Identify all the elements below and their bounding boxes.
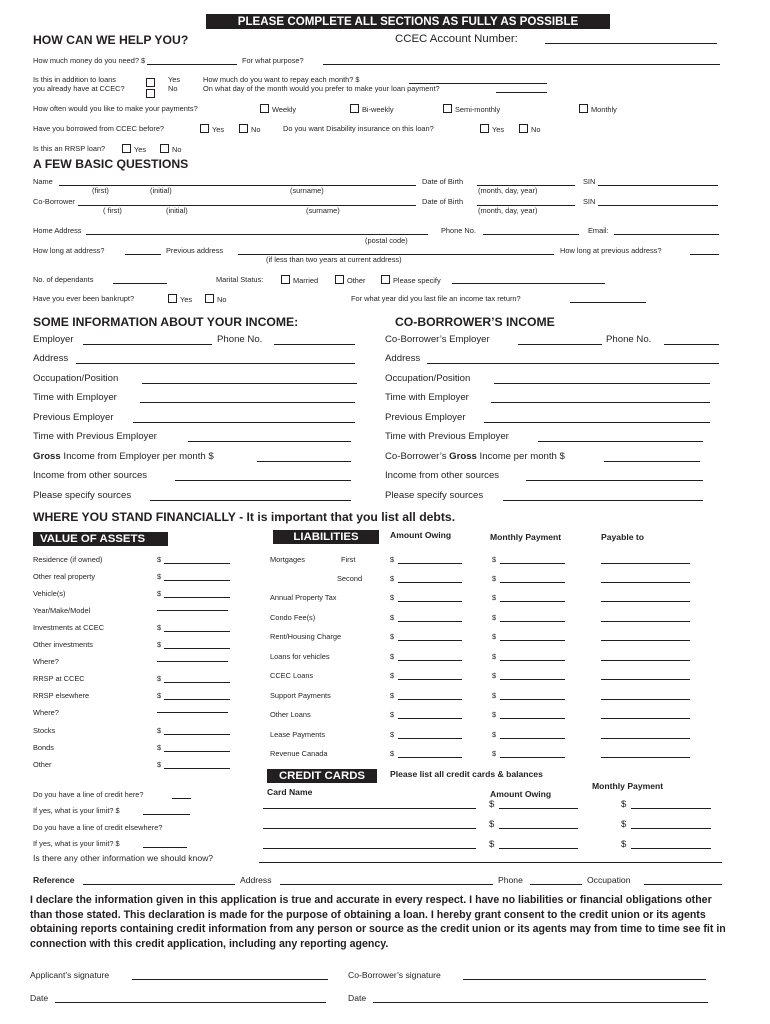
liability-payment-field-0[interactable] — [500, 555, 565, 564]
married-option[interactable] — [281, 275, 318, 285]
coborrower-income-field-2[interactable] — [494, 374, 710, 384]
co-gross-rest: Income per month $ — [476, 451, 565, 462]
liability-owing-dollar-3: $ — [390, 613, 395, 622]
previous-address-field[interactable] — [238, 246, 554, 255]
asset-dollar-0: $ — [157, 555, 162, 564]
repay-question: How much do you want to repay each month? $ — [203, 75, 360, 84]
income-field-2[interactable] — [142, 374, 357, 384]
reference-address-label: Address — [240, 875, 272, 885]
liability-owing-dollar-5: $ — [390, 652, 395, 661]
credit-list-note: Please list all credit cards & balances — [390, 769, 543, 779]
income-label-5: Time with Previous Employer — [33, 431, 157, 442]
liability-payment-field-4[interactable] — [500, 632, 565, 641]
liability-payable-field-0[interactable] — [601, 555, 690, 564]
rrsp-loan-question: Is this an RRSP loan? — [33, 144, 106, 153]
monthly-payment-header: Monthly Payment — [490, 532, 562, 542]
borrowed-no-label: No — [251, 125, 261, 134]
income-label-1: Address — [33, 353, 69, 364]
liability-payment-dollar-6: $ — [492, 671, 497, 680]
asset-field-10[interactable] — [164, 726, 230, 735]
disability-no-option[interactable] — [519, 124, 540, 134]
coborrower-income-label-3: Time with Employer — [385, 392, 469, 403]
coborrower-income-field-8[interactable] — [503, 491, 703, 501]
borrowed-no-option[interactable] — [239, 124, 260, 134]
asset-dollar-12: $ — [157, 760, 162, 769]
weekly-label: Weekly — [272, 105, 297, 114]
liability-owing-field-7[interactable] — [398, 691, 462, 700]
liability-payable-field-7[interactable] — [601, 691, 690, 700]
coborrower-income-field-4[interactable] — [484, 413, 710, 423]
credit-cards-banner: CREDIT CARDS — [267, 769, 377, 783]
credit-card-name-header: Card Name — [267, 787, 313, 797]
liability-payment-field-10[interactable] — [500, 749, 565, 758]
liability-label-4: Rent/Housing Charge — [270, 632, 342, 641]
name-first-caption: (first) — [92, 186, 109, 195]
asset-dollar-2: $ — [157, 589, 162, 598]
asset-field-12[interactable] — [164, 760, 230, 769]
liability-payable-field-3[interactable] — [601, 613, 690, 622]
email-field[interactable] — [614, 226, 719, 235]
liability-label-7: Support Payments — [270, 691, 331, 700]
coborrower-income-field-0[interactable] — [518, 335, 602, 345]
applicant-date-field[interactable] — [55, 993, 326, 1003]
coborrower-income-field-3[interactable] — [491, 393, 710, 403]
dob-caption: (month, day, year) — [478, 186, 538, 195]
liability-label-0: Mortgages — [270, 555, 305, 564]
card-owing-field-1[interactable] — [499, 820, 578, 829]
borrowed-question: Have you borrowed from CCEC before? — [33, 124, 165, 133]
coborrower-first-caption: ( first) — [103, 206, 122, 215]
gross-word: Gross — [33, 451, 61, 462]
financial-heading: WHERE YOU STAND FINANCIALLY - It is important that you list all debts. — [33, 510, 456, 524]
income-label-4: Previous Employer — [33, 412, 114, 423]
income-label-0: Employer — [33, 334, 74, 345]
liability-payment-field-5[interactable] — [500, 652, 565, 661]
asset-label-12: Other — [33, 760, 52, 769]
reference-phone-label: Phone — [498, 875, 523, 885]
coborrower-dob-label: Date of Birth — [422, 197, 464, 206]
asset-field-0[interactable] — [164, 555, 230, 564]
dependants-label: No. of dependants — [33, 275, 94, 284]
reference-phone-field[interactable] — [530, 875, 582, 885]
liability-payment-field-1[interactable] — [500, 574, 565, 583]
liability-label-8: Other Loans — [270, 710, 311, 719]
coborrower-sin-field[interactable] — [598, 197, 718, 206]
asset-label-8: RRSP elsewhere — [33, 691, 90, 700]
liability-owing-field-3[interactable] — [398, 613, 462, 622]
asset-dollar-11: $ — [157, 743, 162, 752]
biweekly-label: Bi-weekly — [362, 105, 394, 114]
mortgage-first-label: First — [341, 555, 356, 564]
coborrower-income-field-5[interactable] — [538, 432, 703, 442]
specify-marital-field[interactable] — [452, 275, 605, 284]
limit-elsewhere-label: If yes, what is your limit? $ — [33, 839, 120, 848]
asset-dollar-4: $ — [157, 623, 162, 632]
liability-payment-dollar-4: $ — [492, 632, 497, 641]
sin-field[interactable] — [598, 177, 718, 186]
coborrower-income-label-8: Please specify sources — [385, 490, 484, 501]
reference-occupation-field[interactable] — [644, 875, 722, 885]
liability-payment-field-6[interactable] — [500, 671, 565, 680]
payment-day-field[interactable] — [496, 84, 547, 93]
name-surname-caption: (surname) — [290, 186, 324, 195]
card-name-field-1[interactable] — [263, 820, 476, 829]
income-field-7[interactable] — [175, 471, 351, 481]
other-marital-label: Other — [347, 276, 366, 285]
liability-payment-dollar-2: $ — [492, 593, 497, 602]
basic-questions-heading: A FEW BASIC QUESTIONS — [33, 157, 189, 171]
income-field-6[interactable] — [257, 452, 351, 462]
income-label-7: Income from other sources — [33, 470, 148, 481]
how-long-field[interactable] — [125, 246, 161, 255]
addition-question-line1: Is this in addition to loans — [33, 75, 116, 84]
liabilities-banner: LIABILITIES — [273, 530, 379, 544]
co-gross-word: Gross — [449, 451, 477, 462]
loc-elsewhere-question: Do you have a line of credit elsewhere? — [33, 823, 163, 832]
name-field[interactable] — [59, 177, 416, 186]
coborrower-signature-field[interactable] — [463, 970, 706, 980]
specify-marital-label: Please specify — [393, 276, 441, 285]
asset-field-7[interactable] — [164, 674, 230, 683]
liability-label-10: Revenue Canada — [270, 749, 328, 758]
liability-payment-dollar-10: $ — [492, 749, 497, 758]
semimonthly-label: Semi-monthly — [455, 105, 501, 114]
asset-label-2: Vehicle(s) — [33, 589, 66, 598]
disability-no-label: No — [531, 125, 541, 134]
coborrower-dob-caption: (month, day, year) — [478, 206, 538, 215]
coborrower-income-label-7: Income from other sources — [385, 470, 500, 481]
liability-payment-dollar-7: $ — [492, 691, 497, 700]
rrsp-yes-label: Yes — [134, 145, 147, 154]
rrsp-yes-option[interactable] — [122, 144, 146, 154]
bankrupt-yes-option[interactable] — [168, 294, 192, 304]
income-field-3[interactable] — [140, 393, 355, 403]
asset-field-1[interactable] — [164, 572, 230, 581]
asset-label-4: Investments at CCEC — [33, 623, 105, 632]
liability-owing-field-9[interactable] — [398, 730, 462, 739]
sin-label: SIN — [583, 177, 596, 186]
disability-yes-label: Yes — [492, 125, 505, 134]
semimonthly-option[interactable] — [443, 104, 500, 114]
home-phone-label: Phone No. — [441, 226, 476, 235]
liability-owing-field-0[interactable] — [398, 555, 462, 564]
payment-frequency-question: How often would you like to make your payments? — [33, 104, 198, 113]
income-label-8: Please specify sources — [33, 490, 132, 501]
asset-field-3[interactable] — [157, 602, 228, 611]
addition-question-line2: you already have at CCEC? — [33, 84, 125, 93]
coborrower-date-label: Date — [348, 993, 367, 1003]
how-much-label: How much money do you need? $ — [33, 56, 146, 65]
home-address-label: Home Address — [33, 226, 82, 235]
liability-payment-dollar-3: $ — [492, 613, 497, 622]
liability-owing-field-2[interactable] — [398, 593, 462, 602]
card-payment-field-2[interactable] — [631, 840, 711, 849]
asset-label-1: Other real property — [33, 572, 96, 581]
home-phone-field[interactable] — [483, 226, 579, 235]
liability-owing-dollar-0: $ — [390, 555, 395, 564]
dob-field[interactable] — [477, 177, 575, 186]
income-field-4[interactable] — [133, 413, 355, 423]
employer-phone-field[interactable] — [274, 335, 355, 345]
card-owing-dollar-1: $ — [489, 819, 495, 830]
liability-owing-field-8[interactable] — [398, 710, 462, 719]
card-owing-dollar-0: $ — [489, 799, 495, 810]
coborrower-employer-phone-label: Phone No. — [606, 334, 652, 345]
disability-question: Do you want Disability insurance on this loan? — [283, 124, 434, 133]
borrowed-yes-option[interactable] — [200, 124, 224, 134]
liability-owing-dollar-8: $ — [390, 710, 395, 719]
payment-day-question: On what day of the month would you prefer to make your loan payment? — [203, 84, 440, 93]
asset-label-0: Residence (if owned) — [33, 555, 103, 564]
liability-owing-dollar-7: $ — [390, 691, 395, 700]
liability-payment-dollar-0: $ — [492, 555, 497, 564]
card-payment-dollar-2: $ — [621, 839, 627, 850]
liability-payment-field-9[interactable] — [500, 730, 565, 739]
limit-here-field[interactable] — [143, 806, 190, 815]
liability-owing-field-6[interactable] — [398, 671, 462, 680]
coborrower-income-field-6[interactable] — [604, 452, 700, 462]
liability-payment-field-3[interactable] — [500, 613, 565, 622]
liability-owing-dollar-9: $ — [390, 730, 395, 739]
loc-here-field[interactable] — [172, 790, 191, 799]
card-payment-dollar-1: $ — [621, 819, 627, 830]
declaration-text: I declare the information given in this application is true and accurate in every respect. I have no liabilities or financial obligations other than those stated. This declaration is made for the purpose of obtaining a loan. I hereby grant consent to the credit union or its agents obtaining reports containing credit information from any person or source as the credit union or its agents may from time to time see fit in connection with this credit application, including any reporting agency. — [30, 894, 726, 950]
income-label-2: Occupation/Position — [33, 373, 119, 384]
card-payment-field-0[interactable] — [631, 800, 711, 809]
coborrower-gross-label — [385, 451, 565, 462]
liability-payment-dollar-8: $ — [492, 710, 497, 719]
dob-label: Date of Birth — [422, 177, 464, 186]
top-banner: PLEASE COMPLETE ALL SECTIONS AS FULLY AS POSSIBLE — [206, 14, 610, 29]
amount-owing-header: Amount Owing — [390, 530, 452, 540]
name-initial-caption: (initial) — [150, 186, 172, 195]
asset-label-3: Year/Make/Model — [33, 606, 91, 615]
liability-owing-field-10[interactable] — [398, 749, 462, 758]
payable-to-header: Payable to — [601, 532, 644, 542]
applicant-signature-field[interactable] — [132, 970, 328, 980]
liability-payable-field-6[interactable] — [601, 671, 690, 680]
help-heading: HOW CAN WE HELP YOU? — [33, 33, 189, 47]
asset-field-6[interactable] — [157, 653, 228, 662]
asset-field-8[interactable] — [164, 691, 230, 700]
liability-owing-dollar-2: $ — [390, 593, 395, 602]
card-owing-field-2[interactable] — [499, 840, 578, 849]
asset-dollar-1: $ — [157, 572, 162, 581]
coborrower-signature-label: Co-Borrower’s signature — [348, 970, 441, 980]
coborrower-income-field-1[interactable] — [427, 354, 719, 364]
asset-dollar-7: $ — [157, 674, 162, 683]
liability-payable-field-5[interactable] — [601, 652, 690, 661]
coborrower-initial-caption: (initial) — [166, 206, 188, 215]
coborrower-name-label: Co-Borrower — [33, 197, 75, 206]
liability-payment-dollar-9: $ — [492, 730, 497, 739]
specify-marital-option[interactable] — [381, 275, 441, 285]
loc-here-question: Do you have a line of credit here? — [33, 790, 144, 799]
name-label: Name — [33, 177, 53, 186]
purpose-field[interactable] — [323, 56, 720, 65]
liability-label-1: Second — [337, 574, 363, 583]
rrsp-no-label: No — [172, 145, 182, 154]
email-label: Email: — [588, 226, 609, 235]
other-info-field[interactable] — [259, 853, 722, 863]
married-label: Married — [293, 276, 319, 285]
how-long-previous-field[interactable] — [690, 246, 719, 255]
coborrower-income-label-1: Address — [385, 353, 421, 364]
card-name-field-0[interactable] — [263, 800, 476, 809]
asset-field-11[interactable] — [164, 743, 230, 752]
liability-owing-field-5[interactable] — [398, 652, 462, 661]
card-name-field-2[interactable] — [263, 840, 476, 849]
coborrower-income-label-2: Occupation/Position — [385, 373, 471, 384]
credit-amount-owing-header: Amount Owing — [490, 789, 552, 799]
co-gross-pre: Co-Borrower’s — [385, 451, 450, 462]
liability-payable-field-2[interactable] — [601, 593, 690, 602]
how-long-previous-label: How long at previous address? — [560, 246, 662, 255]
liability-owing-field-1[interactable] — [398, 574, 462, 583]
borrowed-yes-label: Yes — [212, 125, 225, 134]
reference-address-field[interactable] — [280, 875, 493, 885]
income-field-8[interactable] — [150, 491, 351, 501]
bankrupt-no-option[interactable] — [205, 294, 226, 304]
coborrower-income-label-0: Co-Borrower’s Employer — [385, 334, 490, 345]
liability-payment-field-2[interactable] — [500, 593, 565, 602]
account-number-label: CCEC Account Number: — [395, 33, 518, 45]
liability-payable-field-9[interactable] — [601, 730, 690, 739]
tax-return-question: For what year did you last file an income tax return? — [351, 294, 521, 303]
coborrower-income-heading: CO-BORROWER’S INCOME — [395, 315, 555, 329]
liability-payment-field-7[interactable] — [500, 691, 565, 700]
income-label-3: Time with Employer — [33, 392, 117, 403]
income-field-5[interactable] — [188, 432, 351, 442]
card-owing-field-0[interactable] — [499, 800, 578, 809]
bankrupt-yes-label: Yes — [180, 295, 193, 304]
bankrupt-question: Have you ever been bankrupt? — [33, 294, 135, 303]
weekly-option[interactable] — [260, 104, 296, 114]
credit-monthly-payment-header: Monthly Payment — [592, 781, 664, 791]
applicant-date-label: Date — [30, 993, 49, 1003]
gross-rest: Income from Employer per month $ — [60, 451, 214, 462]
liability-label-5: Loans for vehicles — [270, 652, 330, 661]
postal-code-caption: (postal code) — [365, 236, 408, 245]
tax-return-field[interactable] — [570, 294, 646, 303]
limit-here-label: If yes, what is your limit? $ — [33, 806, 120, 815]
previous-address-label: Previous address — [166, 246, 224, 255]
asset-label-11: Bonds — [33, 743, 54, 752]
asset-dollar-8: $ — [157, 691, 162, 700]
income-field-1[interactable] — [76, 354, 355, 364]
liability-label-3: Condo Fee(s) — [270, 613, 316, 622]
repay-field[interactable] — [409, 75, 547, 84]
reference-occupation-label: Occupation — [587, 875, 631, 885]
liability-owing-dollar-6: $ — [390, 671, 395, 680]
asset-field-2[interactable] — [164, 589, 230, 598]
asset-label-9: Where? — [33, 708, 59, 717]
coborrower-dob-field[interactable] — [477, 197, 575, 206]
addition-no-label: No — [168, 84, 178, 93]
home-address-field[interactable] — [86, 226, 428, 235]
reference-label: Reference — [33, 875, 75, 885]
purpose-label: For what purpose? — [242, 56, 304, 65]
addition-no-checkbox[interactable] — [146, 84, 155, 102]
disability-yes-option[interactable] — [480, 124, 504, 134]
asset-dollar-5: $ — [157, 640, 162, 649]
assets-banner: VALUE OF ASSETS — [33, 532, 168, 546]
liability-payable-field-4[interactable] — [601, 632, 690, 641]
other-info-question: Is there any other information we should know? — [33, 853, 214, 863]
account-number-field[interactable] — [545, 34, 717, 44]
asset-field-5[interactable] — [164, 640, 230, 649]
liability-owing-dollar-4: $ — [390, 632, 395, 641]
card-payment-field-1[interactable] — [631, 820, 711, 829]
liability-label-6: CCEC Loans — [270, 671, 314, 680]
monthly-label: Monthly — [591, 105, 617, 114]
asset-field-9[interactable] — [157, 704, 228, 713]
coborrower-employer-phone-field[interactable] — [664, 335, 719, 345]
biweekly-option[interactable] — [350, 104, 394, 114]
income-gross-label — [33, 451, 214, 462]
asset-label-10: Stocks — [33, 726, 56, 735]
how-much-field[interactable] — [147, 56, 237, 65]
liability-payable-field-10[interactable] — [601, 749, 690, 758]
coborrower-surname-caption: (surname) — [306, 206, 340, 215]
bankrupt-no-label: No — [217, 295, 227, 304]
reference-field[interactable] — [83, 875, 235, 885]
liability-payable-field-1[interactable] — [601, 574, 690, 583]
card-payment-dollar-0: $ — [621, 799, 627, 810]
liability-payable-field-8[interactable] — [601, 710, 690, 719]
coborrower-sin-label: SIN — [583, 197, 596, 206]
addition-yes-label: Yes — [168, 75, 181, 84]
limit-elsewhere-field[interactable] — [143, 839, 187, 848]
asset-dollar-10: $ — [157, 726, 162, 735]
asset-label-6: Where? — [33, 657, 59, 666]
applicant-signature-label: Applicant’s signature — [30, 970, 110, 980]
coborrower-name-field[interactable] — [78, 197, 416, 206]
asset-label-7: RRSP at CCEC — [33, 674, 85, 683]
marital-status-label: Marital Status: — [216, 275, 264, 284]
liability-payment-field-8[interactable] — [500, 710, 565, 719]
coborrower-income-label-4: Previous Employer — [385, 412, 466, 423]
dependants-field[interactable] — [113, 275, 167, 284]
asset-field-4[interactable] — [164, 623, 230, 632]
coborrower-income-field-7[interactable] — [526, 471, 703, 481]
how-long-label: How long at address? — [33, 246, 105, 255]
other-marital-option[interactable] — [335, 275, 365, 285]
asset-label-5: Other investments — [33, 640, 93, 649]
card-owing-dollar-2: $ — [489, 839, 495, 850]
income-field-0[interactable] — [83, 335, 212, 345]
liability-payment-dollar-1: $ — [492, 574, 497, 583]
liability-owing-dollar-10: $ — [390, 749, 395, 758]
income-heading: SOME INFORMATION ABOUT YOUR INCOME: — [33, 315, 299, 329]
liability-label-2: Annual Property Tax — [270, 593, 337, 602]
coborrower-date-field[interactable] — [373, 993, 708, 1003]
previous-address-note: (if less than two years at current address) — [266, 255, 402, 264]
rrsp-no-option[interactable] — [160, 144, 181, 154]
employer-phone-label: Phone No. — [217, 334, 263, 345]
liability-owing-field-4[interactable] — [398, 632, 462, 641]
liability-owing-dollar-1: $ — [390, 574, 395, 583]
monthly-option[interactable] — [579, 104, 617, 114]
coborrower-income-label-5: Time with Previous Employer — [385, 431, 509, 442]
liability-label-9: Lease Payments — [270, 730, 326, 739]
liability-payment-dollar-5: $ — [492, 652, 497, 661]
